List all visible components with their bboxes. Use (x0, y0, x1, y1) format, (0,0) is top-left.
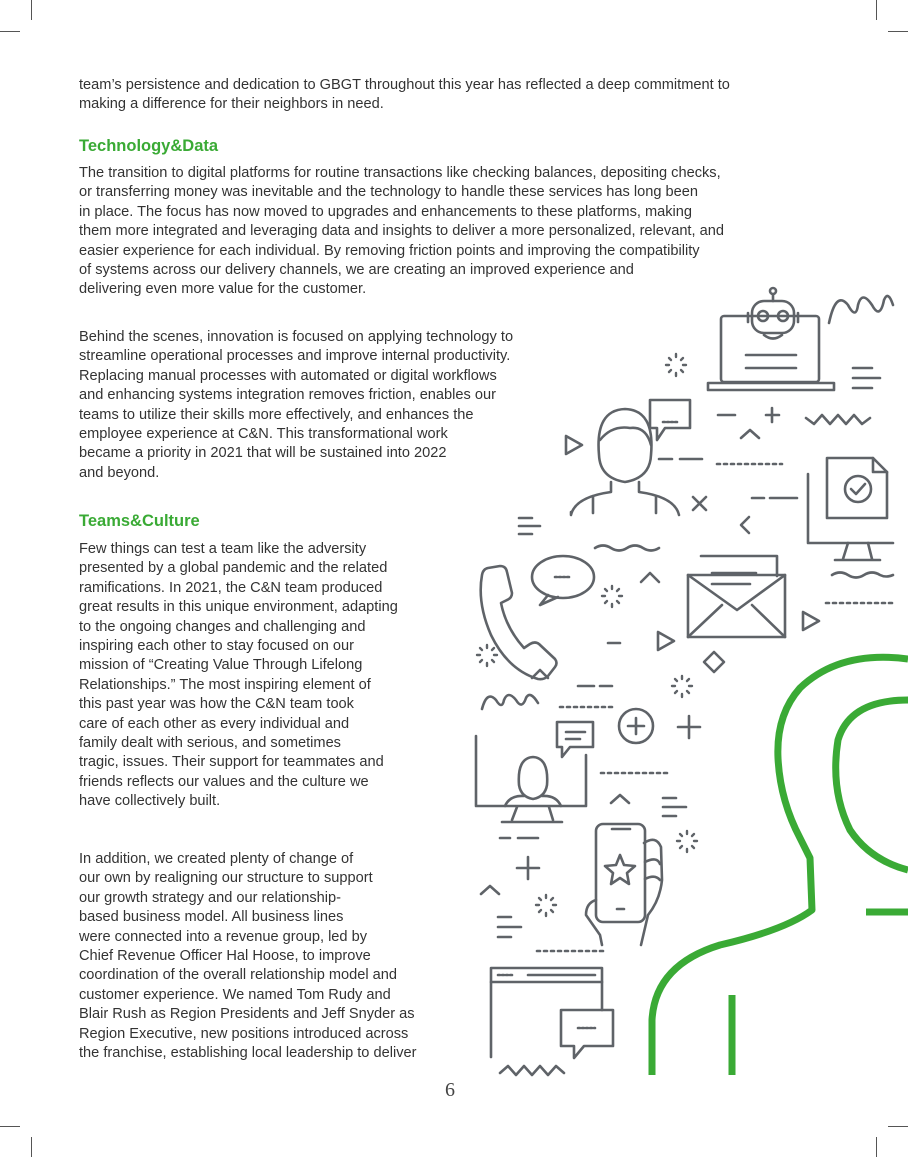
loop-squiggle-icon (829, 296, 893, 323)
green-person-silhouette (652, 657, 908, 1075)
phone-handset-icon (481, 566, 557, 679)
envelope-icon (688, 556, 785, 637)
intro-paragraph: team’s persistence and dedication to GBGT throughout this year has reflected a deep commitment to making a difference for their neighbors in need. (79, 77, 730, 113)
technology-paragraph-2: Behind the scenes, innovation is focused on applying technology to streamline operational processes and improve internal productivity. Replacing manual processes with automated or digital workflows and enhancing systems integration removes friction, enables our teams to utilize their skills more effectively, and enhances the employee experience at C&N. This transformational work became a priority in 2021 that will be sustained into 2022 and beyond. (79, 329, 514, 481)
teams-paragraph-1: Few things can test a team like the adversity presented by a global pandemic and the related ramifications. In 2021, the C&N team produced great results in this unique environment, adapting to the ongoing changes and challenging and inspiring each other to stay focused on our mission of “Creating Value Through Lifelong Relationships.” The most inspiring element of this past year was how the C&N team took care of each other as every individual and family dealt with serious, and sometimes tragic, issues. Their support for teammates and friends reflects our values and the culture we have collectively built. (79, 541, 398, 810)
person-avatar-icon (571, 409, 679, 515)
plus-circle-icon (619, 709, 653, 743)
monitor-checkmark-icon (808, 458, 893, 560)
technology-paragraph-1: The transition to digital platforms for routine transactions like checking balances, depositing checks, or transferring money was inevitable and the technology to handle these services has long been in place. The focus has now moved to upgrades and enhancements to these platforms, making them more integrated and leveraging data and insights to deliver a more personalized, relevant, and easier experience for each individual. By removing friction points and improving the compatibility of systems across our delivery channels, we are creating an improved experience and delivering even more value for the customer. (79, 165, 724, 298)
page-number: 6 (445, 1079, 455, 1101)
smartphone-star-icon (586, 824, 662, 945)
chat-bubble-icon (561, 1010, 613, 1058)
loop-squiggle-icon (482, 695, 538, 709)
chat-bubble-icon (650, 400, 690, 440)
robot-laptop-icon (708, 288, 834, 390)
section-heading-technology: Technology&Data (79, 137, 219, 155)
teams-paragraph-2: In addition, we created plenty of change of our own by realigning our structure to support our growth strategy and our relationship- based business model. All business lines were connected into a revenue group, led by Chief Revenue Officer Hal Hoose, to improve coordination of the overall relationship model and customer experience. We named Tom Rudy and Blair Rush as Region Presidents and Jeff Snyder as Region Executive, new positions introduced across the franchise, establishing local leadership to deliver (79, 851, 417, 1062)
speech-bubble-icon (532, 556, 594, 605)
browser-window-icon (491, 968, 602, 1057)
video-call-monitor-icon (476, 722, 593, 822)
loading-spinner-icon (666, 354, 686, 376)
section-heading-teams: Teams&Culture (79, 512, 200, 530)
